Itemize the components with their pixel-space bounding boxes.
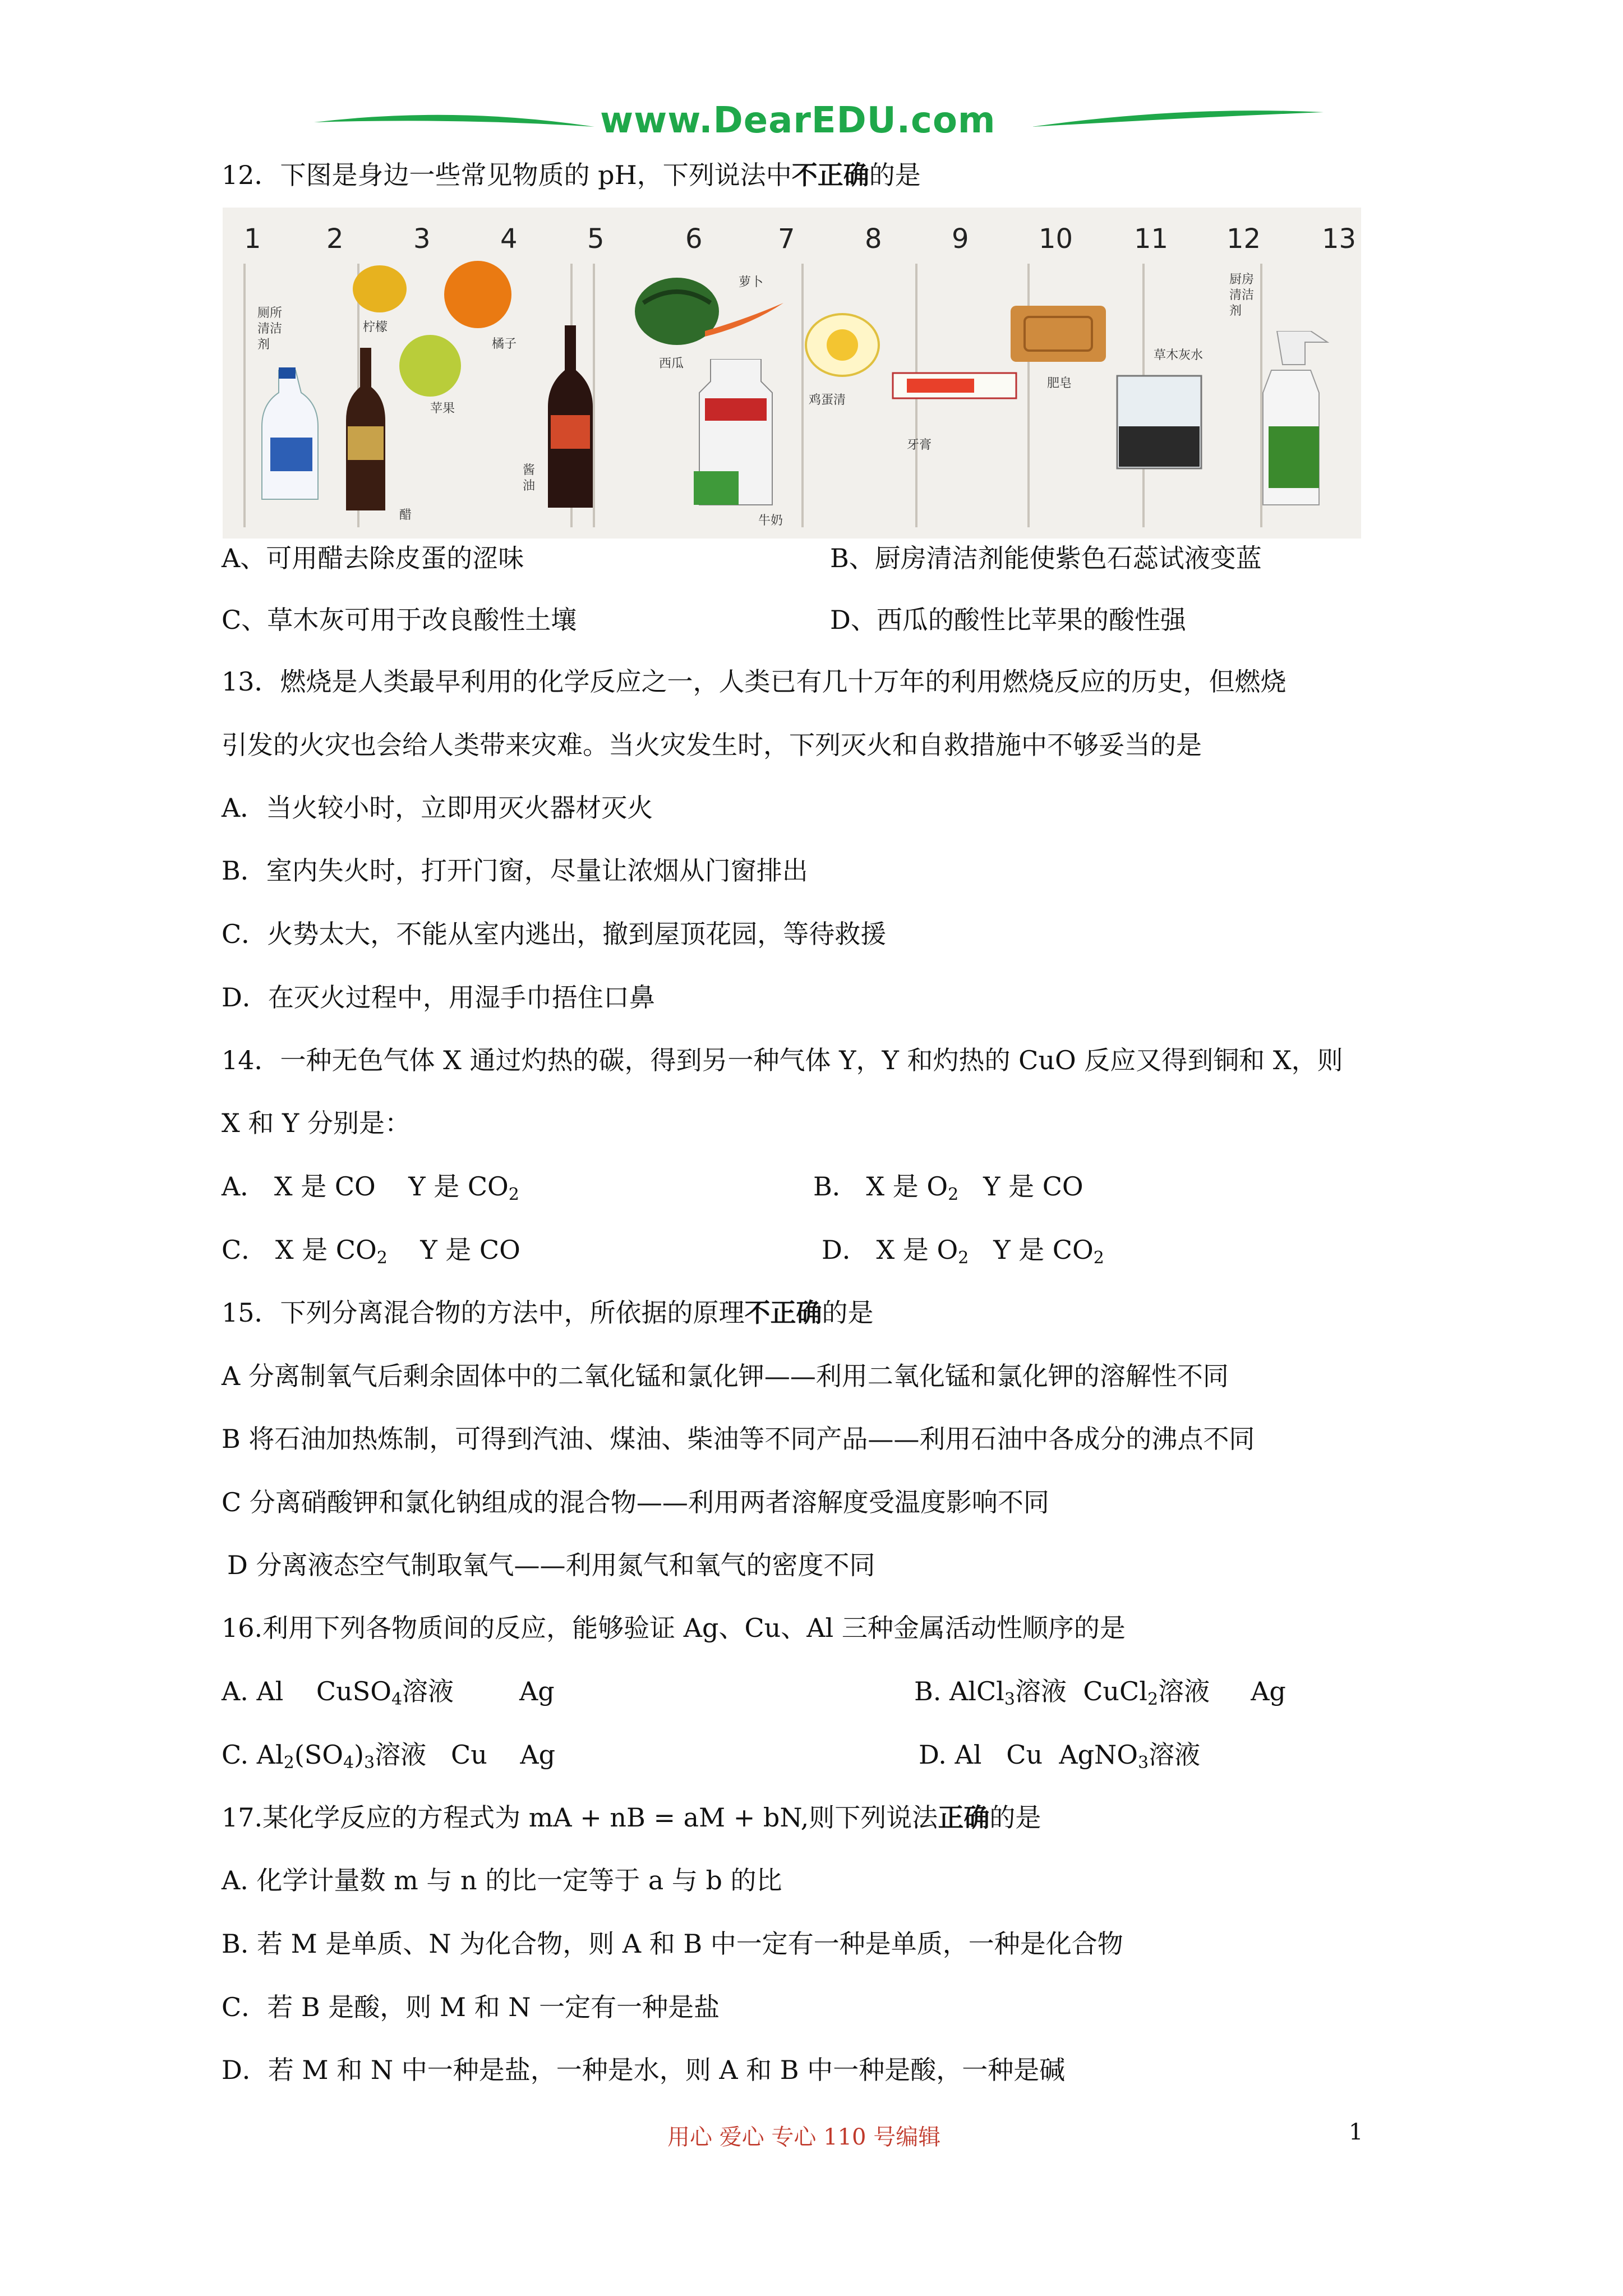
q15-option-d: D 分离液态空气制取氧气——利用氮气和氧气的密度不同 <box>227 1550 875 1580</box>
q13-option-d: D．在灭火过程中，用湿手巾捂住口鼻 <box>222 982 655 1013</box>
footer-text: 用心 爱心 专心 110 号编辑 <box>667 2124 941 2150</box>
q12-stem: 12．下图是身边一些常见物质的 pH，下列说法中不正确的是 <box>222 160 921 190</box>
q15-option-c: C 分离硝酸钾和氯化钠组成的混合物——利用两者溶解度受温度影响不同 <box>222 1487 1049 1517</box>
toilet-cleaner-bottle-icon <box>256 365 324 505</box>
ph-scale-number: 8 <box>865 223 882 255</box>
ph-scale-number: 5 <box>587 223 605 255</box>
ph-scale-number: 12 <box>1227 223 1261 255</box>
q16-option-d: D. Al Cu AgNO$_3$溶液 <box>919 1740 1201 1773</box>
ph-scale-number: 11 <box>1134 223 1169 255</box>
q12-option-c: C、草木灰可用于改良酸性土壤 <box>222 605 577 635</box>
label-kitchen-cleaner: 厨房清洁剂 <box>1229 273 1255 318</box>
header-swoosh-left <box>314 105 594 139</box>
beaker-icon <box>1109 370 1210 477</box>
q15-stem: 15．下列分离混合物的方法中，所依据的原理不正确的是 <box>222 1297 874 1328</box>
label-lemon: 柠檬 <box>363 320 388 334</box>
ph-scale-number: 3 <box>413 223 431 255</box>
label-milk: 牛奶 <box>758 514 783 528</box>
q15-option-b: B 将石油加热炼制，可得到汽油、煤油、柴油等不同产品——利用石油中各成分的沸点不同 <box>222 1424 1255 1454</box>
ph-scale-number: 9 <box>952 223 969 255</box>
ph-scale-number: 10 <box>1039 223 1073 255</box>
ph-scale-number: 2 <box>326 223 344 255</box>
q12-option-a: A、可用醋去除皮蛋的涩味 <box>222 543 524 573</box>
ph-scale-number: 1 <box>244 223 261 255</box>
label-plant-ash-water: 草木灰水 <box>1154 348 1204 362</box>
header-swoosh-right <box>1032 105 1324 139</box>
q17-stem: 17.某化学反应的方程式为 mA + nB = aM + bN,则下列说法正确的是 <box>222 1802 1041 1833</box>
q14-option-a: A． X 是 CO Y 是 $CO_2$ <box>222 1171 519 1204</box>
q14-option-d: D． X 是 $O_2$ Y 是 $CO_2$ <box>822 1235 1104 1268</box>
egg-white-icon <box>803 311 882 379</box>
q17-option-a: A. 化学计量数 m 与 n 的比一定等于 a 与 b 的比 <box>222 1865 782 1895</box>
label-toilet-cleaner: 厕所清洁剂 <box>257 306 283 352</box>
q17-option-c: C．若 B 是酸，则 M 和 N 一定有一种是盐 <box>222 1992 720 2022</box>
q13-stem-line2: 引发的火灾也会给人类带来灾难。当火灾发生时，下列灭火和自救措施中不够妥当的是 <box>222 730 1202 760</box>
q16-option-c: C. $Al_2(SO_4)_3$溶液 Cu Ag <box>222 1740 556 1773</box>
label-radish: 萝卜 <box>739 275 764 289</box>
label-toothpaste: 牙膏 <box>907 438 932 452</box>
q14-stem-line2: X 和 Y 分别是： <box>222 1108 411 1138</box>
label-soap: 肥皂 <box>1047 376 1072 390</box>
orange-icon <box>441 258 514 331</box>
ph-scale-figure <box>223 208 1361 539</box>
ph-scale-number: 6 <box>685 223 703 255</box>
q17-option-b: B. 若 M 是单质、N 为化合物，则 A 和 B 中一定有一种是单质，一种是化合物 <box>222 1929 1123 1959</box>
soap-icon <box>1008 303 1109 365</box>
q13-option-c: C．火势太大，不能从室内逃出，撤到屋顶花园，等待救援 <box>222 919 887 949</box>
radish-icon <box>699 297 789 342</box>
q14-stem-line1: 14．一种无色气体 X 通过灼热的碳，得到另一种气体 Y，Y 和灼热的 CuO 反应又得到铜和 X，则 <box>222 1045 1343 1075</box>
lemon-icon <box>349 261 411 317</box>
ph-scale-number: 4 <box>500 223 518 255</box>
label-vinegar: 醋 <box>399 508 412 522</box>
q12-option-d: D、西瓜的酸性比苹果的酸性强 <box>830 605 1186 635</box>
label-apple: 苹果 <box>430 402 455 416</box>
ph-scale-number: 13 <box>1322 223 1357 255</box>
label-egg-white: 鸡蛋清 <box>809 393 846 407</box>
q17-option-d: D．若 M 和 N 中一种是盐，一种是水，则 A 和 B 中一种是酸，一种是碱 <box>222 2055 1066 2085</box>
q14-option-c: C． X 是 $CO_2$ Y 是 CO <box>222 1235 520 1268</box>
q14-option-b: B． X 是 $O_2$ Y 是 CO <box>813 1171 1083 1204</box>
soy-sauce-bottle-icon <box>545 325 596 510</box>
q15-option-a: A 分离制氧气后剩余固体中的二氧化锰和氯化钾——利用二氧化锰和氯化钾的溶解性不同 <box>222 1361 1229 1391</box>
q16-option-b: B. AlCl$_3$溶液 CuCl$_2$溶液 Ag <box>914 1676 1286 1709</box>
toothpaste-icon <box>890 367 1019 407</box>
page-number: 1 <box>1349 2119 1363 2145</box>
q12-option-b: B、厨房清洁剂能使紫色石蕊试液变蓝 <box>830 543 1262 573</box>
label-orange: 橘子 <box>492 337 517 351</box>
vinegar-bottle-icon <box>343 348 388 510</box>
ph-scale-number: 7 <box>778 223 795 255</box>
q16-stem: 16.利用下列各物质间的反应，能够验证 Ag、Cu、Al 三种金属活动性顺序的是 <box>222 1613 1126 1643</box>
q16-option-a: A. Al CuSO$_4$溶液 Ag <box>222 1676 555 1709</box>
milk-carton-icon <box>694 359 778 510</box>
q13-stem-line1: 13．燃烧是人类最早利用的化学反应之一，人类已有几十万年的利用燃烧反应的历史，但燃烧 <box>222 666 1287 697</box>
spray-bottle-icon <box>1255 331 1339 510</box>
q13-option-b: B．室内失火时，打开门窗，尽量让浓烟从门窗排出 <box>222 855 808 886</box>
label-watermelon: 西瓜 <box>659 357 684 371</box>
apple-icon <box>396 331 464 398</box>
label-soy-sauce: 酱油 <box>523 463 536 493</box>
header-logo: www.DearEDU.com <box>600 100 996 141</box>
q13-option-a: A．当火较小时，立即用灭火器材灭火 <box>222 793 653 823</box>
